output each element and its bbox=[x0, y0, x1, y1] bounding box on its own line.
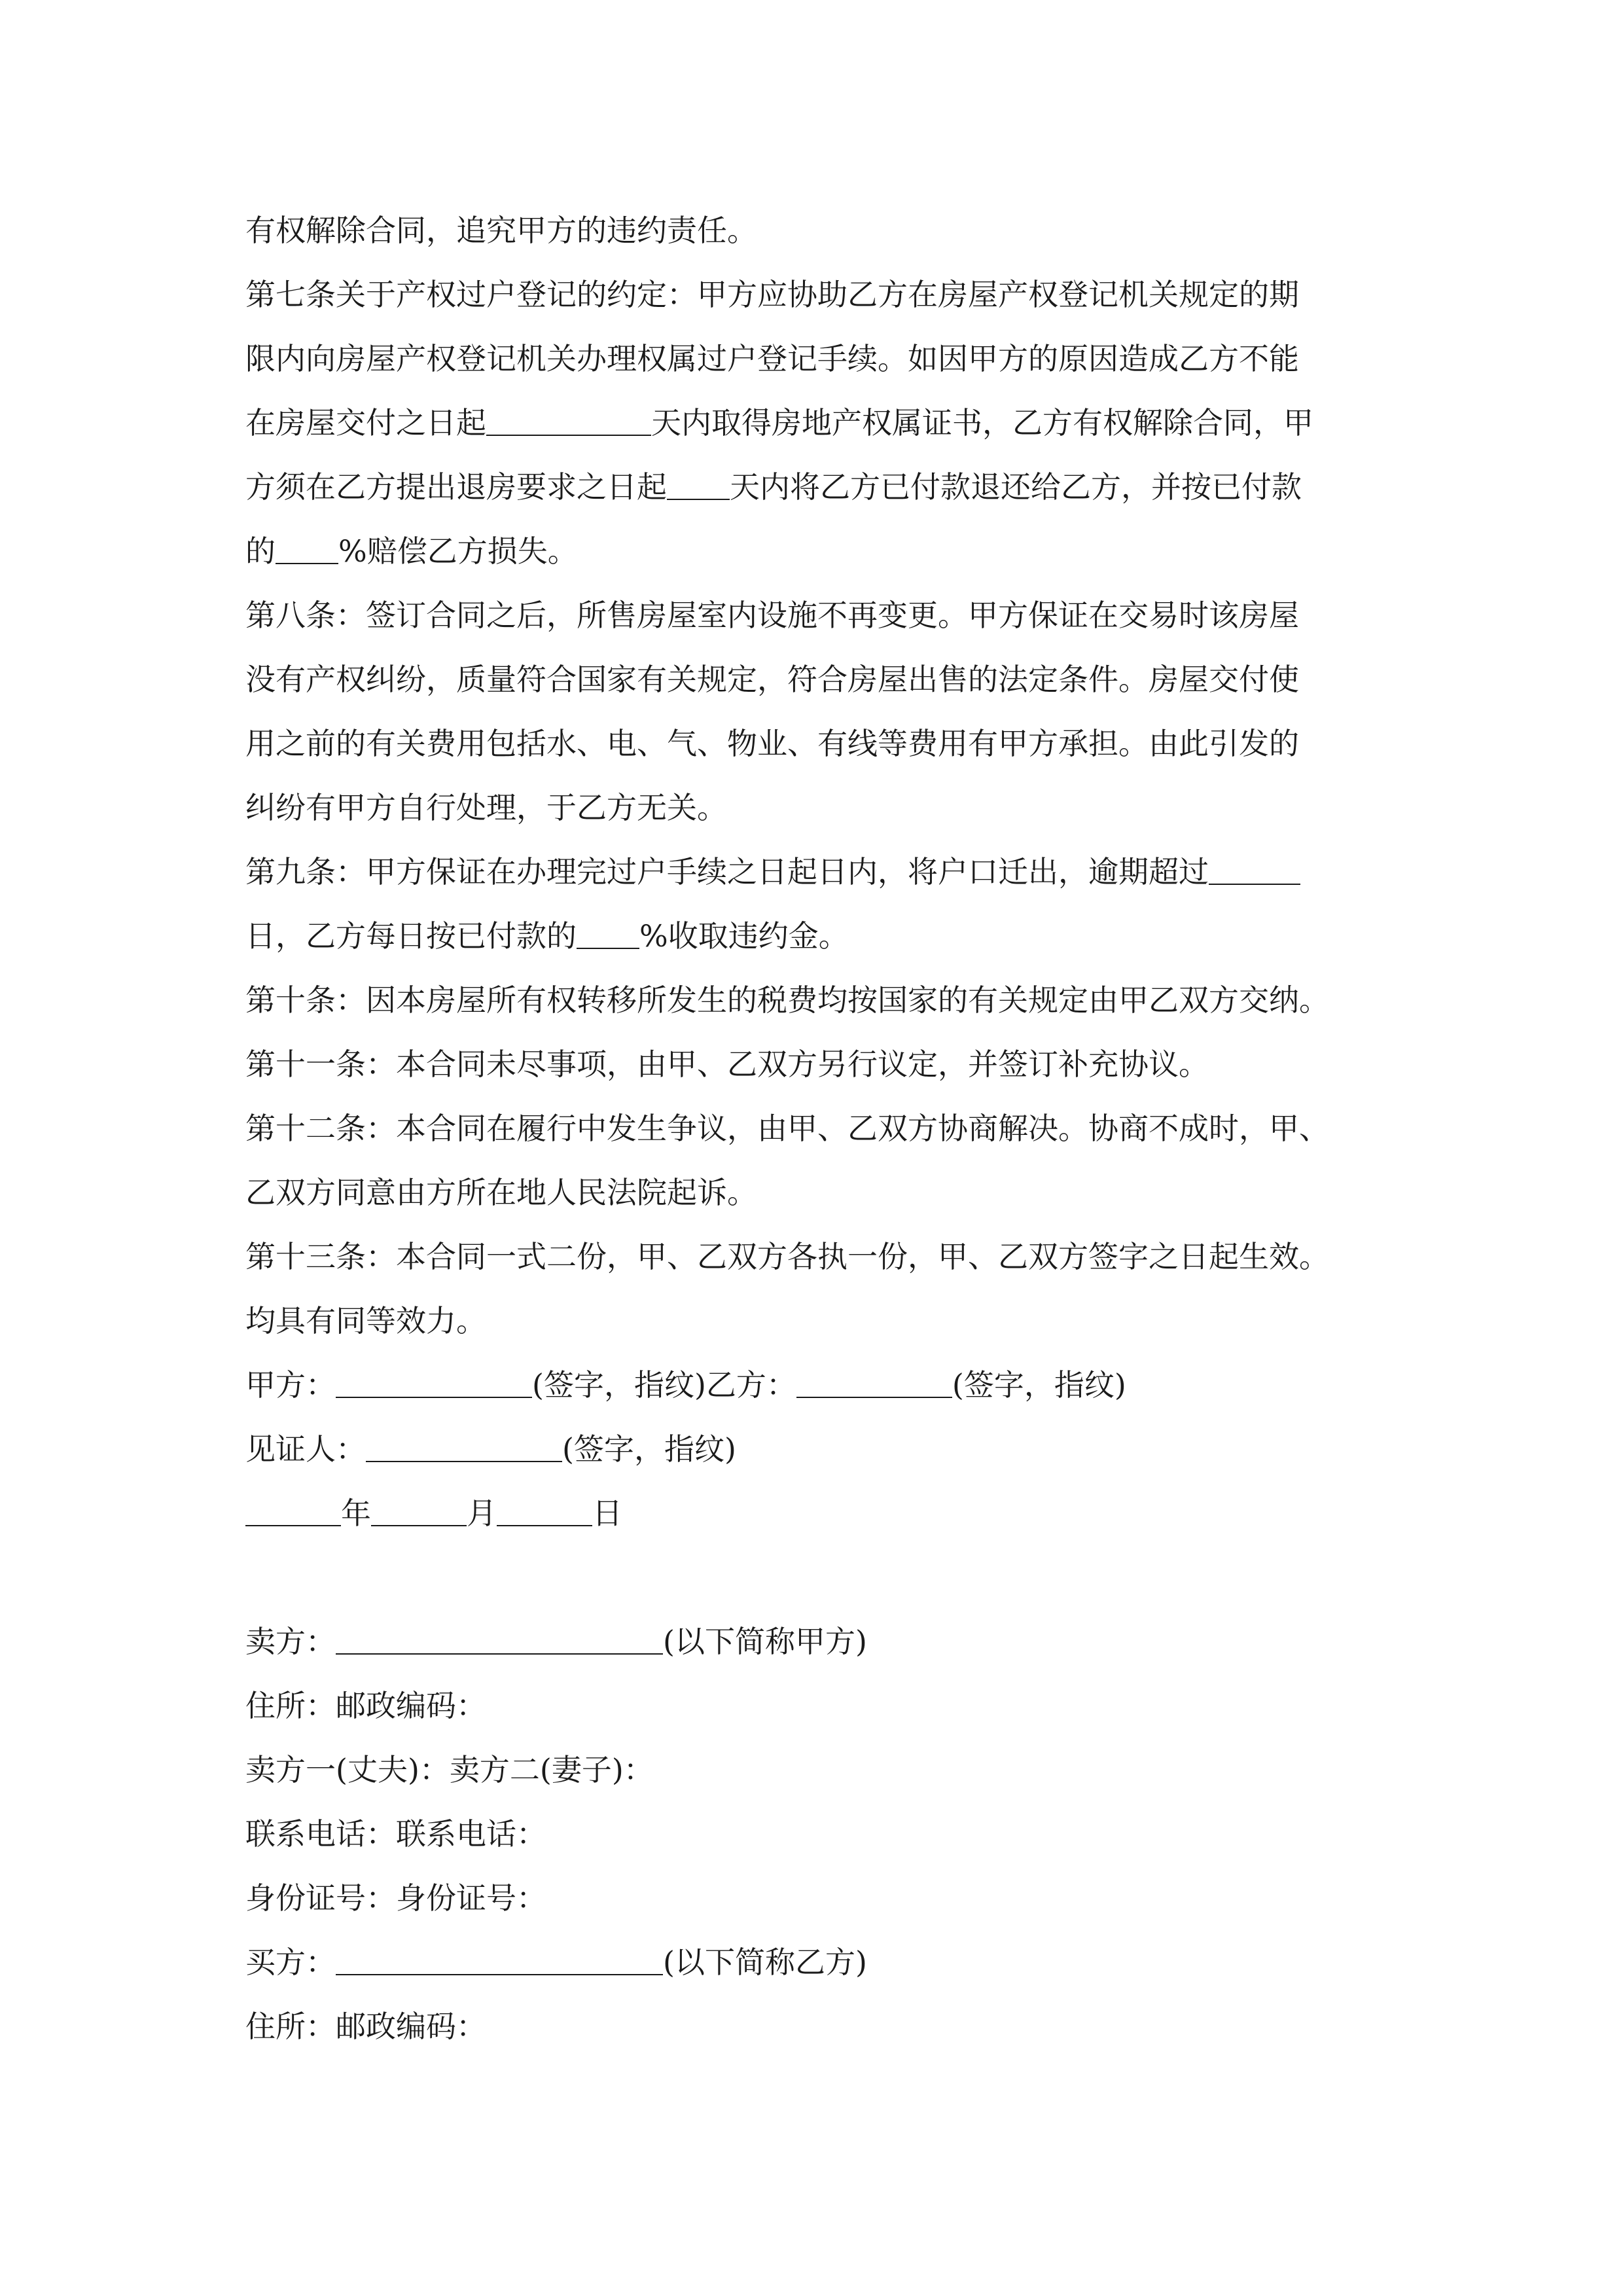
text-span: 的 bbox=[245, 533, 276, 569]
party-a-signature-blank bbox=[336, 1359, 532, 1398]
blank-field bbox=[577, 910, 639, 949]
text-span: %赔偿乙方损失。 bbox=[338, 533, 578, 569]
witness-label: 见证人： bbox=[245, 1431, 366, 1467]
text-span: 第九条：甲方保证在办理完过户手续之日起日内，将户口迁出，逾期超过 bbox=[245, 854, 1209, 889]
blank-field bbox=[276, 525, 338, 564]
buyer-blank bbox=[336, 1936, 663, 1975]
article-7-line: 限内向房屋产权登记机关办理权属过户登记手续。如因甲方的原因造成乙方不能 bbox=[245, 341, 1299, 376]
article-13-line: 均具有同等效力。 bbox=[245, 1303, 486, 1338]
signature-note: (签字，指纹) bbox=[952, 1367, 1126, 1403]
seller-blank bbox=[336, 1615, 663, 1655]
signature-note: (签字，指纹) bbox=[532, 1367, 706, 1403]
date-line bbox=[245, 1481, 1384, 1545]
address-line: 住所：邮政编码： bbox=[245, 2009, 486, 2044]
text-span: 在房屋交付之日起 bbox=[245, 405, 486, 440]
article-8-line: 第八条：签订合同之后，所售房屋室内设施不再变更。甲方保证在交易时该房屋 bbox=[245, 598, 1299, 633]
signature-line bbox=[245, 1353, 1384, 1417]
buyer-note: (以下简称乙方) bbox=[663, 1945, 867, 1980]
year-label: 年 bbox=[341, 1496, 371, 1531]
article-8-line: 没有产权纠纷，质量符合国家有关规定，符合房屋出售的法定条件。房屋交付使 bbox=[245, 662, 1299, 697]
article-12-line: 乙双方同意由方所在地人民法院起诉。 bbox=[245, 1175, 757, 1210]
witness-signature-blank bbox=[366, 1423, 562, 1462]
phone-line: 联系电话：联系电话： bbox=[245, 1816, 546, 1852]
buyer-label: 买方： bbox=[245, 1945, 336, 1980]
buyer-line bbox=[245, 1930, 1384, 1994]
article-8-line: 用之前的有关费用包括水、电、气、物业、有线等费用有甲方承担。由此引发的 bbox=[245, 726, 1299, 761]
article-7-line bbox=[245, 519, 1384, 583]
text-span: 方须在乙方提出退房要求之日起 bbox=[245, 469, 667, 505]
party-b-signature-blank bbox=[796, 1359, 952, 1398]
seller-label: 卖方： bbox=[245, 1624, 336, 1659]
blank-field bbox=[1209, 846, 1300, 885]
article-9-line bbox=[245, 904, 1384, 968]
text-span: 天内将乙方已付款退还给乙方，并按已付款 bbox=[730, 469, 1302, 505]
text-span: 天内取得房地产权属证书，乙方有权解除合同，甲 bbox=[651, 405, 1313, 440]
text-span: %收取违约金。 bbox=[639, 918, 849, 954]
id-number-line: 身份证号：身份证号： bbox=[245, 1880, 546, 1916]
section-gap bbox=[245, 1545, 1384, 1609]
address-line: 住所：邮政编码： bbox=[245, 1688, 486, 1723]
party-a-label: 甲方： bbox=[245, 1367, 336, 1403]
article-11-line: 第十一条：本合同未尽事项，由甲、乙双方另行议定，并签订补充协议。 bbox=[245, 1047, 1209, 1082]
day-label: 日 bbox=[592, 1496, 622, 1531]
signature-note: (签字，指纹) bbox=[562, 1431, 736, 1467]
contract-body bbox=[245, 198, 1384, 2058]
article-9-line bbox=[245, 840, 1384, 904]
article-8-line: 纠纷有甲方自行处理，于乙方无关。 bbox=[245, 790, 727, 825]
year-blank bbox=[245, 1487, 341, 1526]
article-7-line bbox=[245, 391, 1384, 455]
article-10-line: 第十条：因本房屋所有权转移所发生的税费均按国家的有关规定由甲乙双方交纳。 bbox=[245, 982, 1329, 1018]
witness-line bbox=[245, 1417, 1384, 1481]
month-label: 月 bbox=[467, 1496, 497, 1531]
text-line: 有权解除合同，追究甲方的违约责任。 bbox=[245, 213, 757, 248]
party-b-label: 乙方： bbox=[705, 1367, 796, 1403]
article-7-line: 第七条关于产权过户登记的约定：甲方应协助乙方在房屋产权登记机关规定的期 bbox=[245, 277, 1299, 312]
article-12-line: 第十二条：本合同在履行中发生争议，由甲、乙双方协商解决。协商不成时，甲、 bbox=[245, 1111, 1329, 1146]
blank-field bbox=[667, 461, 730, 500]
month-blank bbox=[371, 1487, 467, 1526]
seller-note: (以下简称甲方) bbox=[663, 1624, 867, 1659]
text-span: 日，乙方每日按已付款的 bbox=[245, 918, 577, 954]
blank-field bbox=[486, 397, 651, 436]
seller-pair-line: 卖方一(丈夫)：卖方二(妻子)： bbox=[245, 1752, 654, 1787]
article-13-line: 第十三条：本合同一式二份，甲、乙双方各执一份，甲、乙双方签字之日起生效。 bbox=[245, 1239, 1329, 1274]
day-blank bbox=[497, 1487, 592, 1526]
article-7-line bbox=[245, 455, 1384, 519]
seller-line bbox=[245, 1609, 1384, 1674]
